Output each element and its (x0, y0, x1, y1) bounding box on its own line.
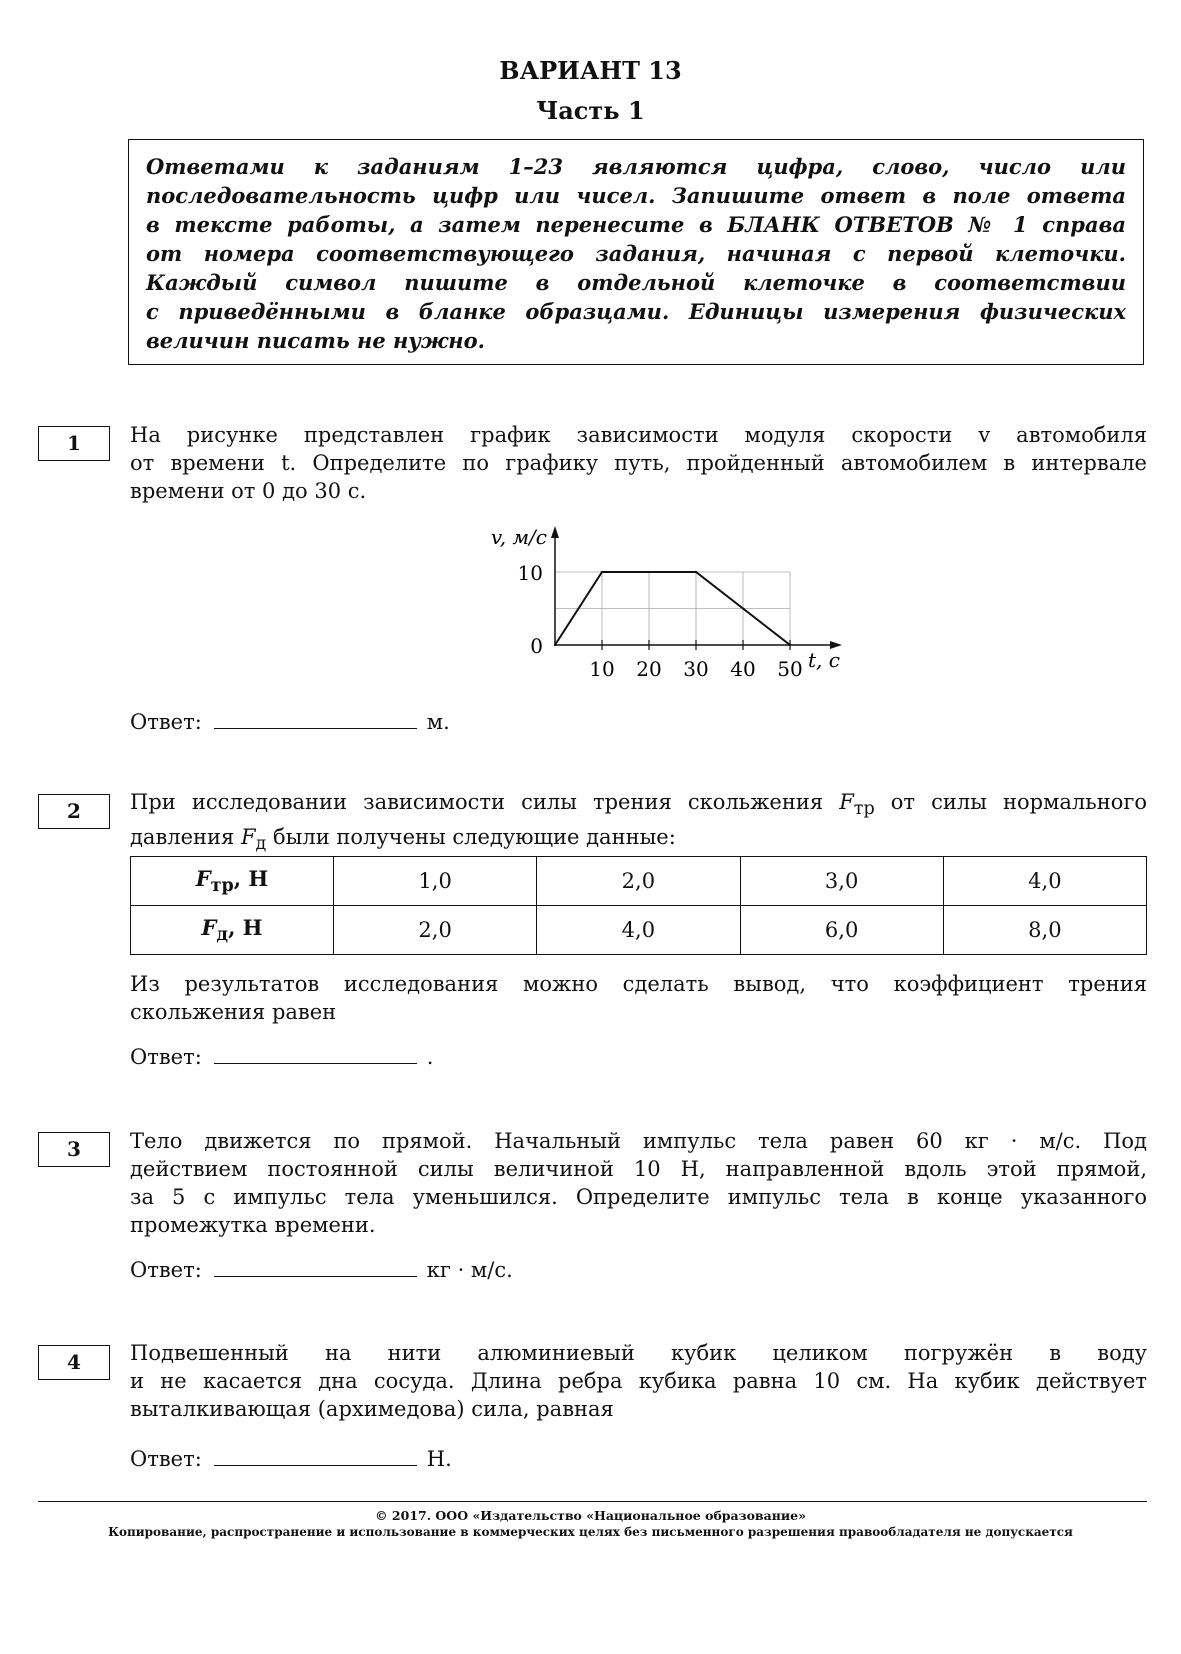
x-tick-label: 40 (730, 657, 756, 681)
answer-row-4 (130, 1447, 452, 1471)
instructions-line: Ответами к заданиям 1–23 являются цифра, слово, число или (146, 154, 1126, 179)
x-tick-label: 50 (777, 657, 803, 681)
text-part: При исследовании зависимости силы трения скольжения (130, 790, 840, 814)
x-tick-label: 20 (636, 657, 662, 681)
table-row (131, 906, 1147, 955)
subscript: д (216, 925, 229, 946)
y-tick-label: 10 (517, 561, 543, 585)
answer-unit: м. (426, 710, 450, 734)
answer-field-3[interactable] (214, 1275, 417, 1277)
text-part: были получены следующие данные: (266, 825, 676, 850)
table-row (131, 857, 1147, 906)
instructions-line: от номера соответствующего задания, начиная с первой клеточки. (146, 241, 1126, 266)
instructions-line: Каждый символ пишите в отдельной клеточке в соответствии (146, 270, 1126, 295)
symbol-F: F (195, 865, 211, 891)
subscript: тр (853, 799, 875, 820)
unit: , Н (228, 914, 263, 940)
answer-field-2[interactable] (214, 1062, 417, 1064)
y-axis-arrow (551, 526, 559, 538)
chart-axes (551, 526, 842, 649)
x-tick-label: 10 (589, 657, 615, 681)
table-cell: 2,0 (537, 857, 740, 906)
table-row-header (131, 906, 334, 955)
data-point (554, 644, 556, 646)
question-line: от времени t. Определите по графику путь, пройденный автомобилем в интервале (130, 451, 1147, 475)
table-cell: 2,0 (334, 906, 537, 955)
answer-unit: Н. (426, 1447, 452, 1471)
question-line: Тело движется по прямой. Начальный импульс тела равен 60 кг · м/с. Под (130, 1129, 1147, 1153)
table-cell: 3,0 (740, 857, 943, 906)
question-line: выталкивающая (архимедова) сила, равная (130, 1397, 614, 1421)
question-line: скольжения равен (130, 1000, 337, 1024)
answer-unit: . (426, 1045, 434, 1069)
question-number-4: 4 (38, 1345, 110, 1380)
instructions-line: последовательность цифр или чисел. Запишите ответ в поле ответа (146, 183, 1126, 208)
answer-label: Ответ: (130, 1447, 202, 1471)
data-point (601, 571, 603, 573)
question-line: и не касается дна сосуда. Длина ребра кубика равна 10 см. На кубик действует (130, 1369, 1147, 1393)
question-line: На рисунке представлен график зависимости модуля скорости v автомобиля (130, 423, 1147, 447)
data-table (130, 856, 1147, 955)
question-1-text (130, 421, 1147, 505)
table-cell: 1,0 (334, 857, 537, 906)
question-line: за 5 с импульс тела уменьшился. Определите импульс тела в конце указанного (130, 1185, 1147, 1209)
answer-row-3 (130, 1258, 513, 1282)
chart-ylabel: v, м/с (490, 525, 547, 549)
table-cell: 4,0 (943, 857, 1146, 906)
footer-notice: Копирование, распространение и использование в коммерческих целях без письменного разрешения правообладателя не допускается (108, 1525, 1073, 1539)
question-line: промежутка времени. (130, 1213, 376, 1237)
text-part: давления (130, 825, 241, 850)
x-tick-label: 30 (683, 657, 709, 681)
question-line: Подвешенный на нити алюминиевый кубик целиком погружён в воду (130, 1341, 1147, 1365)
chart-grid (555, 572, 790, 645)
subscript: д (255, 834, 267, 855)
question-number-3: 3 (38, 1132, 110, 1167)
footer-copyright: © 2017. ООО «Издательство «Национальное образование» (375, 1508, 806, 1523)
subscript: тр (210, 876, 234, 897)
footer-divider (38, 1501, 1147, 1502)
symbol-F: F (240, 825, 256, 850)
part-title: Часть 1 (536, 96, 645, 125)
answer-label: Ответ: (130, 1258, 202, 1282)
symbol-F: F (839, 790, 854, 814)
instructions-line: в тексте работы, а затем перенесите в БЛАНК ОТВЕТОВ № 1 справа (146, 212, 1126, 237)
question-3-text (130, 1127, 1147, 1239)
question-number-1: 1 (38, 426, 110, 461)
question-number-2: 2 (38, 794, 110, 829)
question-2-after (130, 970, 1147, 1026)
question-line: Из результатов исследования можно сделать вывод, что коэффициент трения (130, 972, 1147, 996)
instructions-text (146, 152, 1126, 355)
answer-row-2 (130, 1045, 433, 1069)
text-part: от силы нормального (874, 790, 1147, 814)
answer-row-1 (130, 710, 450, 734)
question-4-text (130, 1339, 1147, 1423)
answer-label: Ответ: (130, 1045, 202, 1069)
velocity-time-chart (440, 514, 860, 684)
y-tick-label: 0 (530, 634, 543, 658)
symbol-F: F (201, 914, 217, 940)
table-row-header (131, 857, 334, 906)
instructions-line: с приведёнными в бланке образцами. Единицы измерения физических (146, 299, 1126, 324)
answer-field-1[interactable] (214, 727, 417, 729)
data-point (789, 644, 791, 646)
answer-label: Ответ: (130, 710, 202, 734)
variant-title: ВАРИАНТ 13 (499, 56, 682, 85)
instructions-line: величин писать не нужно. (146, 328, 485, 353)
question-line (130, 788, 1147, 823)
question-line: времени от 0 до 30 с. (130, 479, 367, 503)
answer-unit: кг · м/с. (426, 1258, 513, 1282)
answer-field-4[interactable] (214, 1464, 417, 1466)
table-cell: 6,0 (740, 906, 943, 955)
question-2-text (130, 788, 1147, 858)
question-line (130, 823, 1147, 858)
table-cell: 4,0 (537, 906, 740, 955)
table-cell: 8,0 (943, 906, 1146, 955)
data-point (695, 571, 697, 573)
unit: , Н (233, 865, 269, 891)
chart-xlabel: t, с (808, 648, 840, 672)
question-line: действием постоянной силы величиной 10 Н, направленной вдоль этой прямой, (130, 1157, 1147, 1181)
